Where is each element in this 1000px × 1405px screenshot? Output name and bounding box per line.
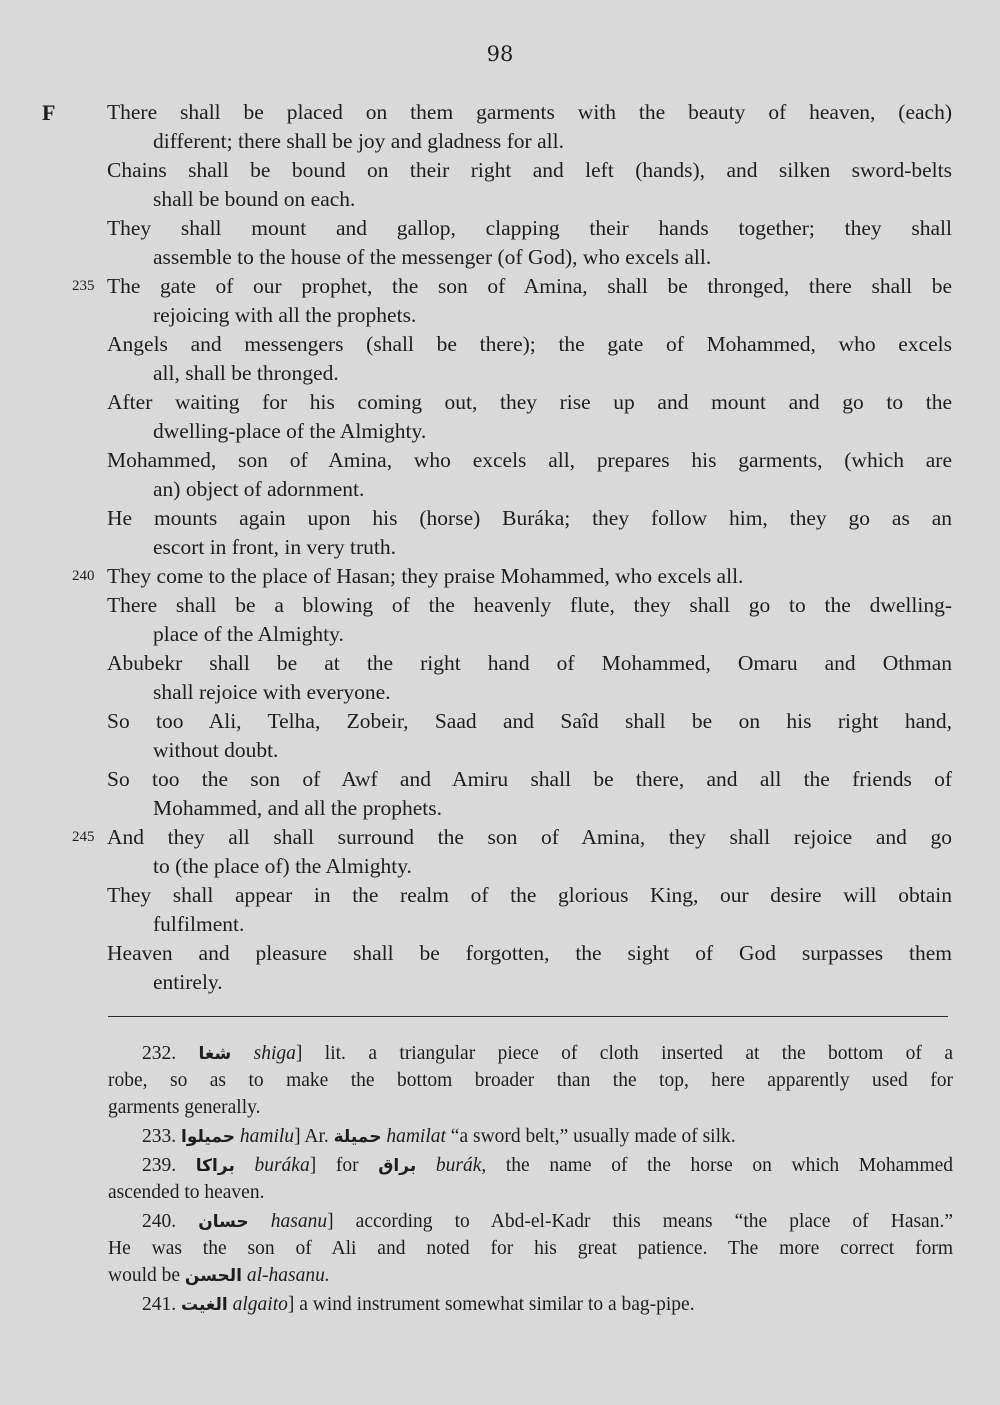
footnote-text: ] according to Abd-el-Kadr this means “the place of Hasan.”: [327, 1211, 954, 1232]
side-letter: F: [42, 100, 56, 125]
transliteration: algaito: [232, 1294, 288, 1315]
transliteration: hamilat: [386, 1126, 446, 1147]
verse: [107, 649, 952, 707]
verse-line: Abubekr shall be at the right hand of Mohammed, Omaru and Othman: [107, 651, 952, 675]
verse-line: There shall be placed on them garments with the beauty of heaven, (each): [107, 100, 952, 124]
footnote-232: [108, 1040, 953, 1121]
verse-block: [72, 98, 952, 997]
footnote-233: [108, 1123, 953, 1150]
verse: [107, 881, 952, 939]
verse-line: So too the son of Awf and Amiru shall be there, and all the friends of: [107, 767, 952, 791]
verse: [107, 939, 952, 997]
footnote-number: 233.: [142, 1126, 177, 1147]
verse-line: Mohammed, and all the prophets.: [153, 796, 442, 820]
transliteration: buráka: [254, 1155, 310, 1176]
verse: [107, 765, 952, 823]
footnote-line: He was the son of Ali and noted for his great patience. The more correct form: [108, 1238, 953, 1259]
verse-line: shall rejoice with everyone.: [153, 680, 391, 704]
verse-line: And they all shall surround the son of Amina, they shall rejoice and go: [107, 825, 952, 849]
arabic-word: الغيت: [181, 1295, 228, 1315]
footnote-number: 241.: [142, 1294, 177, 1315]
footnote-line: [108, 1262, 953, 1289]
verse: [107, 446, 952, 504]
verse-line: assemble to the house of the messenger (of God), who excels all.: [153, 245, 712, 269]
verse: [72, 562, 952, 591]
verse-line: rejoicing with all the prophets.: [153, 303, 417, 327]
footnote-line: robe, so as to make the bottom broader than the top, here apparently used for: [108, 1070, 953, 1091]
verse-line: an) object of adornment.: [153, 477, 365, 501]
verse-line: So too Ali, Telha, Zobeir, Saad and Saîd shall be on his right hand,: [107, 709, 952, 733]
verse: [107, 591, 952, 649]
footnote-text: ] lit. a triangular piece of cloth inserted at the bottom of a: [295, 1043, 953, 1064]
transliteration: hamilu: [239, 1126, 295, 1147]
verse-line: Angels and messengers (shall be there); the gate of Mohammed, who excels: [107, 332, 952, 356]
footnote-line: [108, 1123, 953, 1150]
verse: [72, 823, 952, 881]
footnote-text: “a sword belt,” usually made of silk.: [450, 1126, 736, 1147]
transliteration: hasanu: [270, 1211, 328, 1232]
footnote-line: [108, 1291, 953, 1318]
verse-line: They shall appear in the realm of the glorious King, our desire will obtain: [107, 883, 952, 907]
verse-line: to (the place of) the Almighty.: [153, 854, 412, 878]
footnote-number: 239.: [142, 1155, 177, 1176]
footnotes: [108, 1040, 953, 1320]
footnote-text: ] a wind instrument somewhat similar to a bag-pipe.: [287, 1294, 695, 1315]
verse-line: Mohammed, son of Amina, who excels all, prepares his garments, (which are: [107, 448, 952, 472]
footnote-line: ascended to heaven.: [108, 1182, 265, 1203]
verse-line: all, shall be thronged.: [153, 361, 339, 385]
footnote-line: [108, 1040, 953, 1067]
verse-line: Heaven and pleasure shall be forgotten, the sight of God surpasses them: [107, 941, 952, 965]
verse: [107, 504, 952, 562]
verse-line: escort in front, in very truth.: [153, 535, 397, 559]
footnote-239: [108, 1152, 953, 1206]
verse: [107, 214, 952, 272]
transliteration: al-hasanu.: [246, 1265, 330, 1286]
verse-line: There shall be a blowing of the heavenly flute, they shall go to the dwelling-: [107, 593, 952, 617]
verse: [107, 330, 952, 388]
footnote-line: garments generally.: [108, 1097, 261, 1118]
verse-line: The gate of our prophet, the son of Amina, shall be thronged, there shall be: [107, 274, 952, 298]
arabic-word: الحسن: [184, 1266, 242, 1286]
arabic-word: براكا: [195, 1156, 235, 1176]
arabic-word: حميلة: [333, 1127, 382, 1147]
footnote-line: [108, 1208, 953, 1235]
verse-line: different; there shall be joy and gladness for all.: [153, 129, 564, 153]
verse-line: dwelling-place of the Almighty.: [153, 419, 427, 443]
verse: [107, 98, 952, 156]
page-number: 98: [486, 42, 514, 66]
footnote-divider: [108, 1016, 948, 1017]
footnote-line: [108, 1152, 953, 1179]
verse: [72, 272, 952, 330]
verse-number: 240: [72, 568, 95, 584]
footnote-text: the name of the horse on which Mohammed: [505, 1155, 954, 1176]
verse-line: fulfilment.: [153, 912, 245, 936]
footnote-text: ] for: [309, 1155, 359, 1176]
arabic-word: حميلوا: [181, 1127, 236, 1147]
verse-line: He mounts again upon his (horse) Buráka; they follow him, they go as an: [107, 506, 952, 530]
verse-line: shall be bound on each.: [153, 187, 356, 211]
verse-line: After waiting for his coming out, they rise up and mount and go to the: [107, 390, 952, 414]
verse-line: They shall mount and gallop, clapping their hands together; they shall: [107, 216, 952, 240]
arabic-word: شغا: [198, 1044, 232, 1064]
footnote-240: [108, 1208, 953, 1289]
arabic-word: براق: [378, 1156, 417, 1176]
footnote-number: 232.: [142, 1043, 177, 1064]
verse: [107, 156, 952, 214]
verse-number: 235: [72, 278, 95, 294]
transliteration: shiga: [253, 1043, 296, 1064]
footnote-241: [108, 1291, 953, 1318]
verse-line: Chains shall be bound on their right and left (hands), and silken sword-belts: [107, 158, 952, 182]
verse: [107, 707, 952, 765]
footnote-text: would be: [108, 1265, 181, 1286]
footnote-text: ] Ar.: [294, 1126, 329, 1147]
verse: [107, 388, 952, 446]
arabic-word: حسان: [198, 1212, 249, 1232]
transliteration: burák,: [435, 1155, 487, 1176]
verse-line: without doubt.: [153, 738, 279, 762]
footnote-number: 240.: [142, 1211, 177, 1232]
verse-number: 245: [72, 829, 95, 845]
verse-line: They come to the place of Hasan; they praise Mohammed, who excels all.: [107, 564, 744, 588]
verse-line: place of the Almighty.: [153, 622, 344, 646]
verse-line: entirely.: [153, 970, 223, 994]
